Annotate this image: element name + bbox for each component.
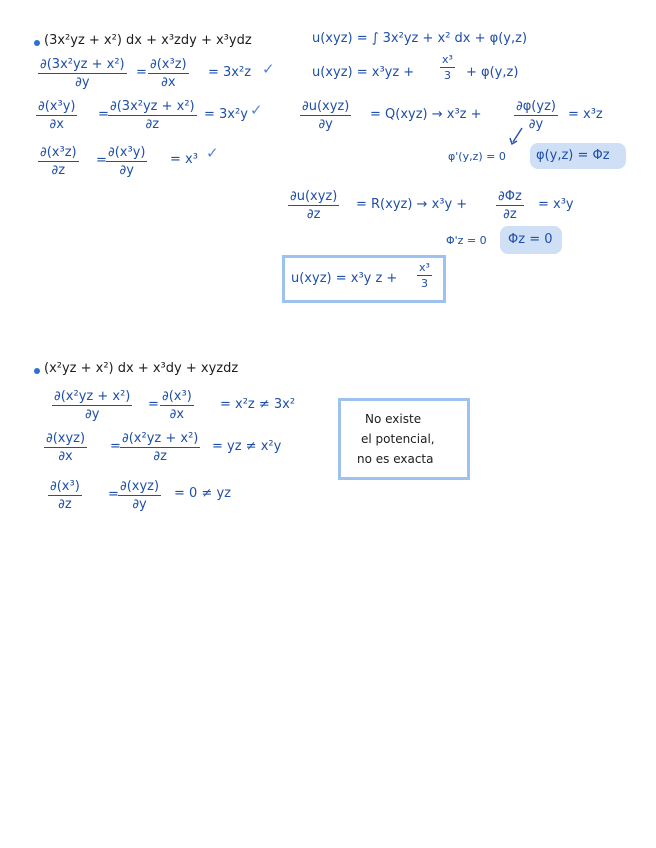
equals-sign: = xyxy=(148,397,159,412)
p1-check3-rhs xyxy=(106,146,147,177)
p2-check2-rhs xyxy=(120,432,200,463)
final-result-lhs: u(xyz) = x³y z + xyxy=(291,271,398,286)
p1-check1-lhs xyxy=(38,58,127,89)
u-line: u(xyz) = x³yz + xyxy=(312,65,415,80)
fraction-denominator: 3 xyxy=(443,69,451,82)
p2-check1-result: = x²z ≠ 3x² xyxy=(220,397,296,412)
fraction-denominator: ∂y xyxy=(84,407,100,422)
fraction-numerator: ∂φ(yz) xyxy=(516,99,556,114)
dudz-tail: = x³y xyxy=(538,197,574,212)
fraction-numerator: x³ xyxy=(442,53,453,66)
p2-check1-lhs xyxy=(52,390,132,421)
p1-check3-lhs xyxy=(38,146,79,177)
phi-result: φ(y,z) = Φz xyxy=(536,148,610,163)
checkmark-icon: ✓ xyxy=(206,144,219,162)
p2-check3-result: = 0 ≠ yz xyxy=(174,486,231,501)
Phi-prime: Φ'z = 0 xyxy=(446,234,487,247)
fraction-numerator: ∂(3x²yz + x²) xyxy=(110,99,195,114)
dudz-fraction xyxy=(288,190,339,221)
equals-sign: = xyxy=(108,487,119,502)
dudy-mid: = Q(xyz) → x³z + xyxy=(370,107,482,122)
fraction-denominator: ∂z xyxy=(145,117,160,132)
fraction-numerator: ∂u(xyz) xyxy=(302,99,350,114)
fraction-denominator: ∂y xyxy=(318,117,333,132)
fraction-numerator: ∂(x³) xyxy=(50,479,80,494)
dudz-mid: = R(xyz) → x³y + xyxy=(356,197,468,212)
bullet-1 xyxy=(34,40,40,46)
fraction-numerator: ∂(x³) xyxy=(162,389,192,404)
dudy-tail: = x³z xyxy=(568,107,603,122)
fraction-denominator: ∂x xyxy=(161,75,176,90)
fraction-denominator: ∂x xyxy=(58,449,73,464)
checkmark-icon: ✓ xyxy=(250,101,263,119)
fraction-denominator: ∂y xyxy=(132,497,147,512)
arrow-icon xyxy=(506,126,526,148)
p1-check1-rhs xyxy=(148,58,189,89)
fraction-numerator: ∂(x²yz + x²) xyxy=(122,431,199,446)
fraction-denominator: ∂x xyxy=(49,117,64,132)
p2-check2-result: = yz ≠ x²y xyxy=(212,439,282,454)
fraction-denominator: ∂x xyxy=(169,407,185,422)
problem1-expression: (3x²yz + x²) dx + x³zdy + x³ydz xyxy=(44,33,252,48)
p1-check2-result: = 3x²y xyxy=(204,107,248,122)
fraction-numerator: ∂(xyz) xyxy=(120,479,160,494)
p2-check3-rhs xyxy=(118,480,161,511)
u-line-tail: + φ(y,z) xyxy=(466,65,519,80)
fraction-numerator: ∂Φz xyxy=(498,189,522,204)
note-line-2: el potencial, xyxy=(361,432,435,446)
fraction-denominator: ∂z xyxy=(153,449,167,464)
fraction-denominator: ∂z xyxy=(58,497,72,512)
p1-check3-result: = x³ xyxy=(170,152,198,167)
fraction-denominator: ∂z xyxy=(51,163,66,178)
fraction-numerator: ∂(x³y) xyxy=(38,99,76,114)
fraction-denominator: ∂z xyxy=(503,207,517,222)
fraction-numerator: x³ xyxy=(419,261,430,274)
result-box xyxy=(282,255,446,303)
fraction-numerator: ∂(x³z) xyxy=(150,57,187,72)
bullet-2 xyxy=(34,368,40,374)
fraction-numerator: ∂(3x²yz + x²) xyxy=(40,57,125,72)
note-box xyxy=(338,398,470,480)
p2-check2-lhs xyxy=(44,432,87,463)
Phi-result: Φz = 0 xyxy=(508,232,553,247)
equals-sign: = xyxy=(110,439,121,454)
equals-sign: = xyxy=(136,65,147,80)
fraction-numerator: ∂(x³y) xyxy=(108,145,146,160)
p2-check1-rhs xyxy=(160,390,194,421)
fraction-numerator: ∂(xyz) xyxy=(46,431,86,446)
integral-line: u(xyz) = ∫ 3x²yz + x² dx + φ(y,z) xyxy=(312,31,528,46)
problem2-expression: (x²yz + x²) dx + x³dy + xyzdz xyxy=(44,361,239,376)
fraction-denominator: ∂z xyxy=(306,207,321,222)
equals-sign: = xyxy=(96,153,107,168)
dudy-fraction xyxy=(300,100,351,131)
fraction-numerator: ∂(x²yz + x²) xyxy=(54,389,131,404)
note-line-1: No existe xyxy=(365,412,422,426)
p1-check2-lhs xyxy=(36,100,77,131)
fraction-denominator: ∂y xyxy=(528,117,544,132)
checkmark-icon: ✓ xyxy=(262,60,275,78)
final-result-fraction xyxy=(417,262,432,289)
p1-check2-rhs xyxy=(108,100,197,131)
fraction-numerator: ∂(x³z) xyxy=(40,145,77,160)
p1-check1-result: = 3x²z xyxy=(208,65,252,80)
u-line-fraction xyxy=(440,54,455,81)
dudz-phi-fraction xyxy=(496,190,524,221)
fraction-denominator: ∂y xyxy=(75,75,90,90)
p2-check3-lhs xyxy=(48,480,82,511)
fraction-denominator: ∂y xyxy=(119,163,134,178)
note-line-3: no es exacta xyxy=(357,452,434,466)
fraction-denominator: 3 xyxy=(420,277,428,290)
fraction-numerator: ∂u(xyz) xyxy=(290,189,338,204)
equals-sign: = xyxy=(98,107,109,122)
phi-prime: φ'(y,z) = 0 xyxy=(448,150,506,163)
